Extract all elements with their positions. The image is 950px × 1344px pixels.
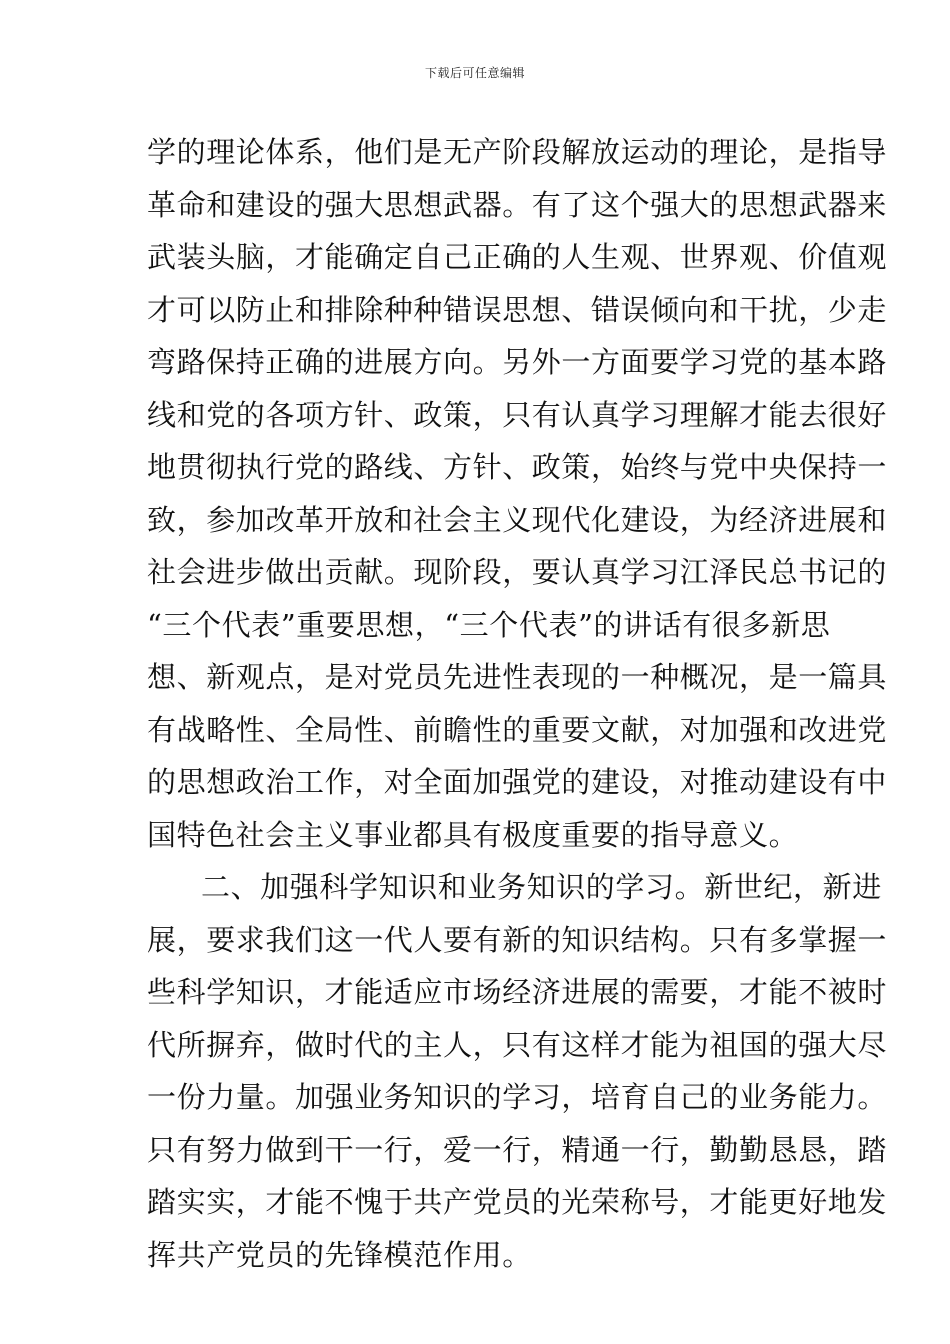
text-line: 弯路保持正确的进展方向。另外一方面要学习党的基本路 (147, 345, 888, 379)
text-line: 致，参加改革开放和社会主义现代化建设，为经济进展和 (147, 502, 888, 537)
text-line: 挥共产党员的先锋模范作用。 (147, 1237, 532, 1272)
text-line: 想、新观点，是对党员先进性表现的一种概况，是一篇具 (147, 660, 888, 694)
text-line: 地贯彻执行党的路线、方针、政策，始终与党中央保持一 (147, 450, 888, 484)
text-line: 线和党的各项方针、政策，只有认真学习理解才能去很好 (147, 397, 888, 432)
text-line: 国特色社会主义事业都具有极度重要的指导意义。 (147, 817, 799, 852)
text-line: 武装头脑，才能确定自己正确的人生观、世界观、价值观 (147, 240, 888, 274)
page-header-note: 下载后可任意编辑 (424, 66, 525, 80)
text-line: 的思想政治工作，对全面加强党的建设，对推动建设有中 (147, 765, 888, 799)
text-line: 踏实实，才能不愧于共产党员的光荣称号，才能更好地发 (147, 1185, 888, 1219)
text-line: 些科学知识，才能适应市场经济进展的需要，才能不被时 (147, 975, 888, 1009)
text-line: 展，要求我们这一代人要有新的知识结构。只有多掌握一 (147, 922, 888, 957)
text-line: 一份力量。加强业务知识的学习，培育自己的业务能力。 (147, 1080, 888, 1114)
text-line: 学的理论体系，他们是无产阶段解放运动的理论，是指导 (147, 135, 888, 169)
text-line: 才可以防止和排除种种错误思想、错误倾向和干扰，少走 (147, 292, 888, 327)
text-line: 只有努力做到干一行，爱一行，精通一行，勤勤恳恳，踏 (147, 1132, 888, 1167)
document-body (147, 126, 888, 1281)
text-line: 革命和建设的强大思想武器。有了这个强大的思想武器来 (147, 187, 888, 222)
text-line: 社会进步做出贡献。现阶段，要认真学习江泽民总书记的 (147, 555, 888, 589)
text-line: 有战略性、全局性、前瞻性的重要文献，对加强和改进党 (147, 712, 888, 747)
text-line: “三个代表”重要思想，“三个代表”的讲话有很多新思 (147, 607, 831, 642)
paragraph-start-line: 二、加强科学知识和业务知识的学习。新世纪，新进 (201, 870, 882, 904)
text-line: 代所摒弃，做时代的主人，只有这样才能为祖国的强大尽 (147, 1027, 888, 1062)
